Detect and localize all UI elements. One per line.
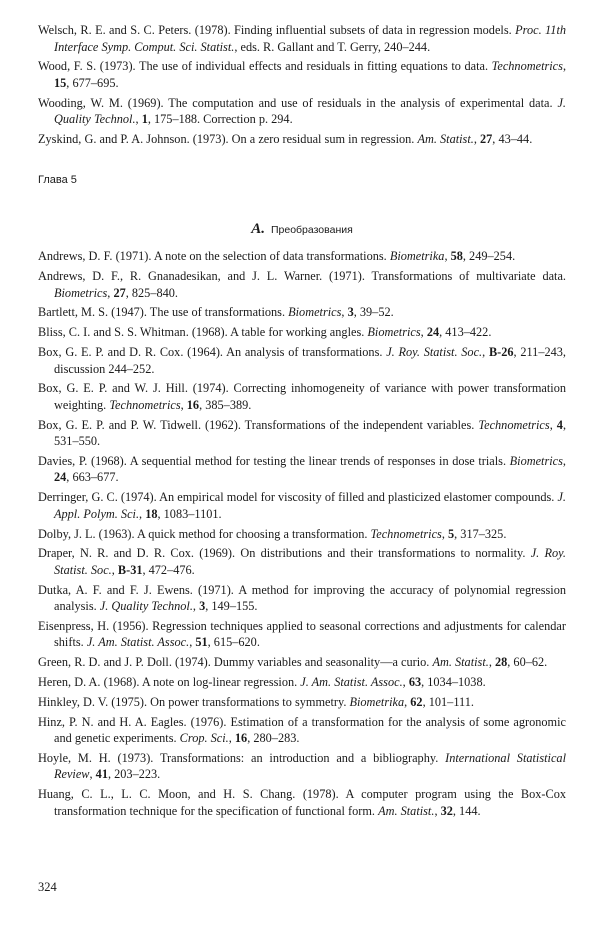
reference-item: Huang, C. L., L. C. Moon, and H. S. Chang. (1978). A computer program using the Box-Cox transformation technique for the specification of functional form. Am. Statist., 32, 144. — [38, 787, 566, 818]
section-letter: А. — [251, 221, 265, 238]
reference-item: Hoyle, M. H. (1973). Transformations: an introduction and a bibliography. International Statistical Review, 41, 203–223. — [38, 750, 566, 782]
page-number: 324 — [38, 880, 57, 894]
reference-item: Andrews, D. F., R. Gnanadesikan, and J. L. Warner. (1971). Transformations of multivariate data. Biometrics, 27, 825–840. — [38, 269, 566, 300]
reference-item: Hinkley, D. V. (1975). On power transformations to symmetry. Biometrika, 62, 101–111. — [38, 694, 474, 709]
reference-item: Davies, P. (1968). A sequential method for testing the linear trends of responses in dose trials. Biometrics, 24, 663–677. — [38, 453, 566, 485]
reference-item: Welsch, R. E. and S. C. Peters. (1978). Finding influential subsets of data in regression models. Proc. 11th Interface Symp. Comput. Sci. Statist., eds. R. Gallant and T. Gerry, 240–244. — [38, 23, 567, 54]
reference-item: Derringer, G. C. (1974). An empirical model for viscosity of filled and plasticized elastomer compounds. J. Appl. Polym. Sci., 18, 1083–1101. — [38, 490, 567, 521]
reference-list-continued — [38, 22, 566, 147]
reference-item: Andrews, D. F. (1971). A note on the selection of data transformations. Biometrika, 58, 249–254. — [38, 249, 516, 264]
reference-item: Box, G. E. P. and D. R. Cox. (1964). An analysis of transformations. J. Roy. Statist. Soc., B-26, 211–243, discussion 244–252. — [38, 345, 567, 376]
reference-list — [38, 248, 566, 819]
reference-item: Wood, F. S. (1973). The use of individual effects and residuals in fitting equations to data. Technometrics, 15, 677–695. — [38, 59, 567, 90]
reference-item: Dutka, A. F. and F. J. Ewens. (1971). A method for improving the accuracy of polynomial regression analysis. J. Quality Technol., 3, 149–155. — [38, 582, 566, 614]
page-content — [38, 22, 566, 823]
reference-item: Green, R. D. and J. P. Doll. (1974). Dummy variables and seasonality—a curio. Am. Statist., 28, 60–62. — [38, 655, 548, 670]
reference-item: Heren, D. A. (1968). A note on log-linear regression. J. Am. Statist. Assoc., 63, 1034–1038. — [38, 675, 486, 690]
reference-item: Zyskind, G. and P. A. Johnson. (1973). On a zero residual sum in regression. Am. Statist., 27, 43–44. — [38, 131, 533, 146]
reference-item: Box, G. E. P. and W. J. Hill. (1974). Correcting inhomogeneity of variance with power transformation weighting. Technometrics, 16, 385–389. — [38, 381, 566, 412]
section-title — [38, 221, 566, 238]
section-title-text: Преобразования — [270, 224, 353, 237]
reference-item: Dolby, J. L. (1963). A quick method for choosing a transformation. Technometrics, 5, 317–325. — [38, 526, 507, 541]
chapter-label: Глава 5 — [38, 174, 77, 187]
reference-item: Box, G. E. P. and P. W. Tidwell. (1962). Transformations of the independent variables. Technometrics, 4, 531–550. — [38, 417, 567, 449]
reference-item: Hinz, P. N. and H. A. Eagles. (1976). Estimation of a transformation for the analysis of some agronomic and genetic experiments. Crop. Sci., 16, 280–283. — [38, 714, 566, 746]
reference-item: Bartlett, M. S. (1947). The use of transformations. Biometrics, 3, 39–52. — [38, 305, 394, 320]
reference-item: Draper, N. R. and D. R. Cox. (1969). On distributions and their transformations to normality. J. Roy. Statist. Soc., B-31, 472–476. — [38, 546, 566, 577]
reference-item: Eisenpress, H. (1956). Regression techniques applied to seasonal corrections and adjustments for calendar shifts. J. Am. Statist. Assoc., 51, 615–620. — [38, 618, 566, 650]
reference-item: Wooding, W. M. (1969). The computation and use of residuals in the analysis of experimental data. J. Quality Technol., 1, 175–188. Correction p. 294. — [38, 95, 566, 127]
reference-item: Bliss, C. I. and S. S. Whitman. (1968). A table for working angles. Biometrics, 24, 413–422. — [38, 325, 492, 340]
